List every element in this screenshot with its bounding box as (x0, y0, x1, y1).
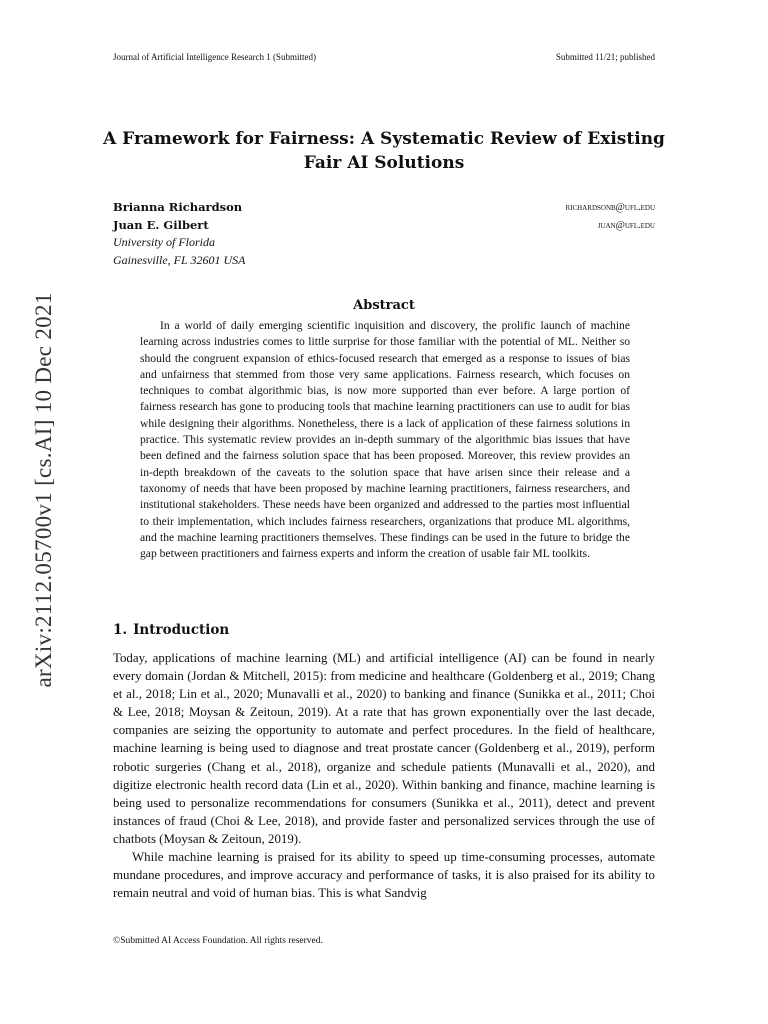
submission-status: Submitted 11/21; published (555, 52, 655, 62)
journal-name: Journal of Artificial Intelligence Research 1 (Submitted) (113, 52, 316, 62)
copyright-footer: ©Submitted AI Access Foundation. All rights reserved. (113, 936, 323, 946)
arxiv-identifier: arXiv:2112.05700v1 [cs.AI] 10 Dec 2021 (31, 292, 56, 688)
author-email: richardsonb@ufl.edu (565, 202, 655, 213)
section-number: 1. (113, 622, 128, 638)
title-line-1: A Framework for Fairness: A Systematic Review of Existing (103, 129, 665, 149)
title-line-2: Fair AI Solutions (303, 153, 465, 173)
paragraph: While machine learning is praised for its ability to speed up time-consuming processes, automate mundane procedures, and improve accuracy and performance of tasks, it is also praised for its ability to remain neutral and void of human bias. This is what Sandvig (113, 850, 655, 901)
paragraph: Today, applications of machine learning (ML) and artificial intelligence (AI) can be found in nearly every domain (Jordan & Mitchell, 2015): from medicine and healthcare (Goldenberg et al., 2019; Chang et al., 2018; Lin et al., 2020; Munavalli et al., 2020) to banking and finance (Sunikka et al., 2011; Choi & Lee, 2018; Moysan & Zeitoun, 2019). At a rate that has grown exponentially over the last decade, companies are seizing the opportunity to automate and perfect procedures. In the field of healthcare, machine learning is being used to diagnose and treat prostate cancer (Goldenberg et al., 2019), perform robotic surgeries (Chang et al., 2018), organize and schedule patients (Munavalli et al., 2020), and digitize electronic health record data (Lin et al., 2020). Within banking and finance, machine learning is being used to personalize recommendations for consumers (Sunikka et al., 2011), detect and prevent instances of fraud (Choi & Lee, 2018), and provide faster and personalized services through the use of chatbots (Moysan & Zeitoun, 2019). (113, 651, 655, 846)
author-block (113, 199, 655, 269)
affiliation-institution: University of Florida (113, 235, 215, 249)
affiliation-location: Gainesville, FL 32601 USA (113, 252, 246, 267)
body-text (113, 649, 655, 902)
abstract-heading: Abstract (353, 298, 415, 313)
author-row (113, 199, 655, 217)
author-email: juan@ufl.edu (597, 219, 655, 231)
paper-title (100, 127, 668, 175)
abstract-text: In a world of daily emerging scientific inquisition and discovery, the prolific launch of machine learning across industries comes to little surprise for those familiar with the potential of ML. Neither so should the congruent expansion of ethics-focused research that emerged as a response to issues of bias and unfairness that stemmed from those very same applications. Fairness research, which focuses on techniques to combat algorithmic bias, is now more supported than ever before. A large portion of fairness research has gone to producing tools that machine learning practitioners can use to audit for bias while designing their algorithms. Nonetheless, there is a lack of application of these fairness solutions in practice. This systematic review provides an in-depth summary of the algorithmic bias issues that have been defined and the fairness solution space that has been proposed. Moreover, this review provides an in-depth breakdown of the caveats to the solution space that have arisen since their release and a taxonomy of needs that have been proposed by machine learning practitioners, fairness researchers, and institutional stakeholders. These needs have been organized and addressed to the parties most influential to their implementation, which includes fairness researchers, organizations that produce ML algorithms, and the machine learning practitioners themselves. These findings can be used in the future to bridge the gap between practitioners and fairness experts and inform the creation of usable fair ML toolkits. (140, 319, 630, 561)
section-heading (113, 622, 235, 638)
author-name: Juan E. Gilbert (113, 217, 209, 232)
author-row (113, 217, 655, 235)
section-title: Introduction (133, 622, 230, 638)
running-header (113, 52, 655, 62)
author-name: Brianna Richardson (113, 200, 243, 214)
